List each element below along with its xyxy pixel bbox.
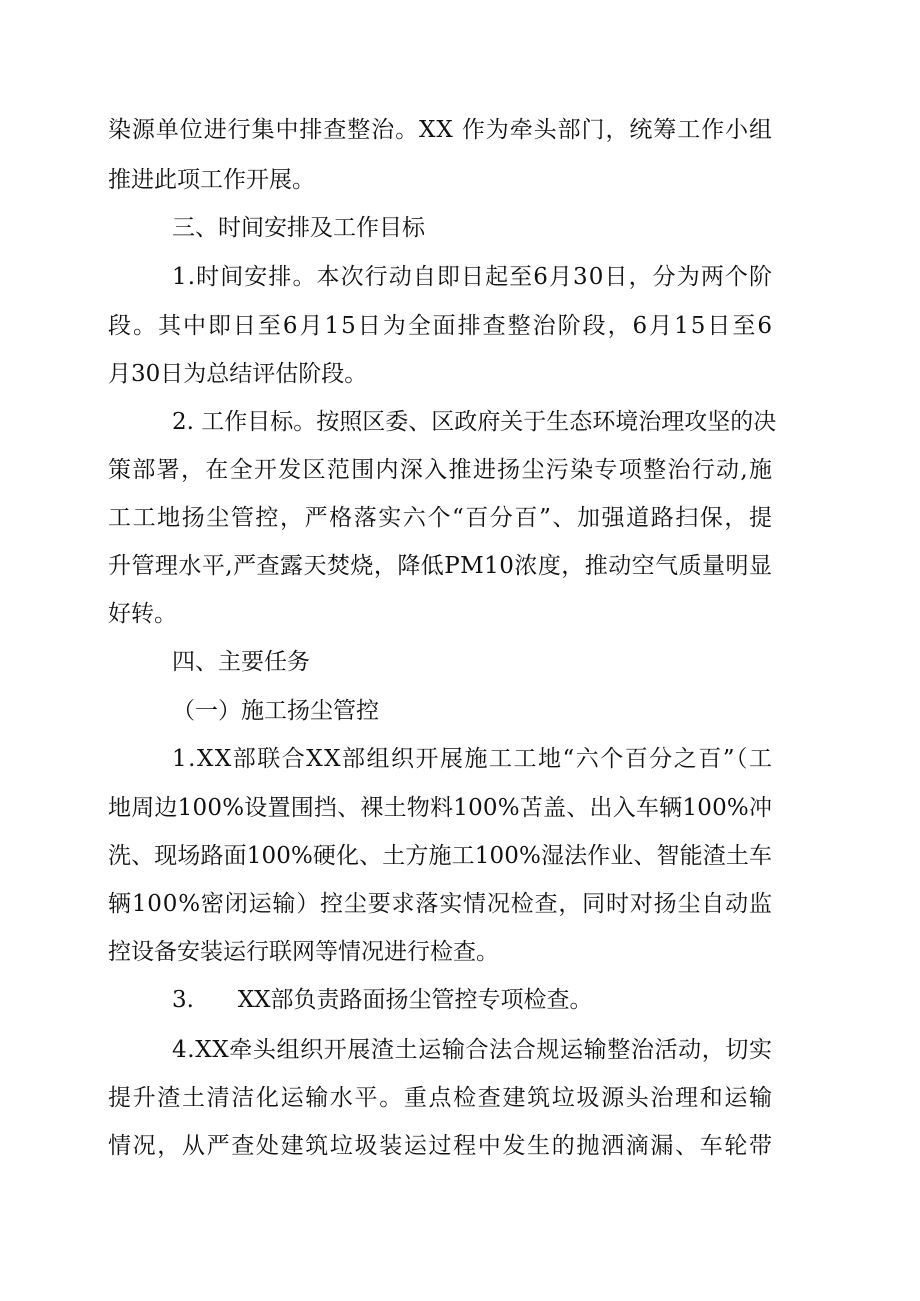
text-line: 提升渣土清洁化运输水平。重点检查建筑垃圾源头治理和运输: [108, 1085, 774, 1111]
text-line: 地周边100%设置围挡、裸土物料100%苫盖、出入车辆100%冲: [108, 795, 773, 821]
text-line: 升管理水平,严查露天焚烧，降低PM10浓度，推动空气质量明显: [108, 553, 773, 579]
text-line: 好转。: [108, 601, 177, 627]
text-line: 情况，从严查处建筑垃圾装运过程中发生的抛洒滴漏、车轮带: [108, 1133, 774, 1159]
text-line: 2. 工作目标。按照区委、区政府关于生态环境治理攻坚的决: [172, 409, 777, 435]
text-line: 染源单位进行集中排查整治。XX 作为牵头部门，统筹工作小组: [108, 117, 773, 143]
text-line: 段。其中即日至6月15日为全面排查整治阶段，6月15日至6: [108, 313, 774, 339]
text-line: 1.时间安排。本次行动自即日起至6月30日，分为两个阶: [172, 264, 774, 290]
text-line: 四、主要任务: [172, 649, 310, 675]
text-line: 辆100%密闭运输）控尘要求落实情况检查，同时对扬尘自动监: [108, 891, 773, 917]
text-line: 3. XX部负责路面扬尘管控专项检查。: [172, 987, 593, 1013]
text-line: （一）施工扬尘管控: [172, 698, 379, 724]
text-line: 洗、现场路面100%硬化、土方施工100%湿法作业、智能渣土车: [108, 843, 773, 869]
text-line: 控设备安装运行联网等情况进行检查。: [108, 939, 499, 965]
text-line: 月30日为总结评估阶段。: [108, 361, 368, 387]
text-line: 工工地扬尘管控，严格落实六个“百分百”、加强道路扫保，提: [108, 505, 774, 531]
text-line: 1.XX部联合XX部组织开展施工工地“六个百分之百”（工: [172, 746, 774, 772]
text-line: 策部署，在全开发区范围内深入推进扬尘污染专项整治行动,施: [108, 457, 774, 483]
text-line: 4.XX牵头组织开展渣土运输合法合规运输整治活动，切实: [172, 1037, 773, 1063]
text-line: 三、时间安排及工作目标: [172, 215, 425, 241]
text-line: 推进此项工作开展。: [108, 167, 315, 193]
